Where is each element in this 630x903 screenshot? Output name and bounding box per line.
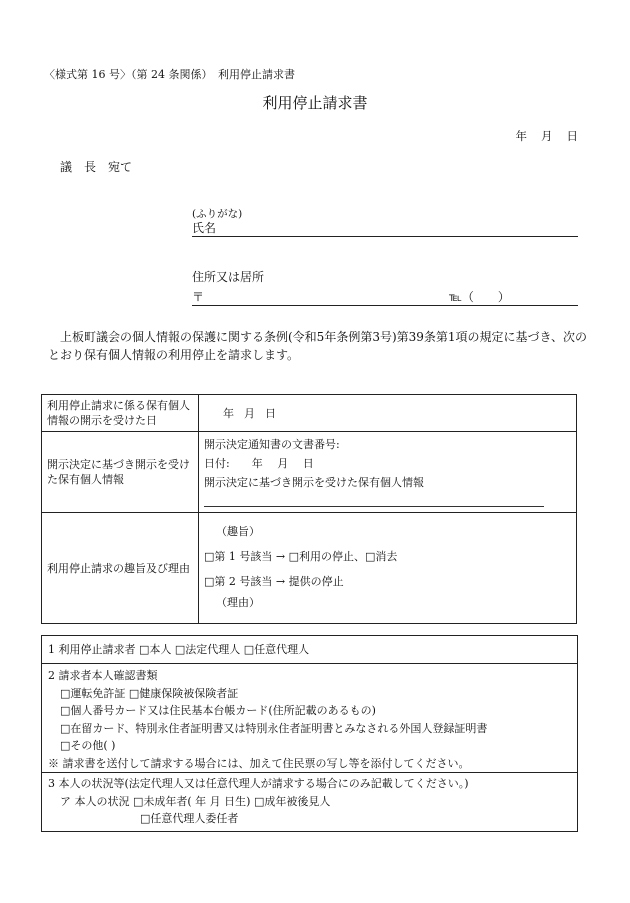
doc-number-line: 開示決定通知書の文書番号: — [204, 438, 340, 451]
purpose-reason-field[interactable] — [199, 513, 577, 624]
purpose-reason-label: 利用停止請求の趣旨及び理由 — [42, 513, 199, 624]
mail-note: ※ 請求書を送付して請求する場合には、加えて住民票の写し等を添付してください。 — [48, 756, 470, 770]
disclosure-year: 年 — [223, 406, 234, 420]
date-year: 年 — [515, 129, 527, 143]
requester-type-line[interactable]: 1 利用停止請求者 □本人 □法定代理人 □任意代理人 — [48, 643, 310, 656]
item1-checkbox-line[interactable]: □第 1 号該当 → □利用の停止、□消去 — [204, 549, 398, 563]
purpose-heading: （趣旨） — [216, 524, 260, 538]
id-doc-checkbox-line[interactable]: □個人番号カード又は住民基本台帳カード(住所記載のあるもの) — [60, 704, 376, 717]
table-row — [42, 432, 577, 513]
name-label: 氏名 — [192, 221, 217, 235]
principal-status-line[interactable]: ア 本人の状況 □未成年者( 年 月 日生) □成年被後見人 — [60, 794, 331, 808]
section-id-documents — [42, 667, 577, 773]
section-principal-status — [42, 775, 577, 828]
reason-heading: （理由） — [216, 595, 260, 609]
id-doc-checkbox-line[interactable]: □在留カード、特別永住者証明書又は特別永住者証明書とみなされる外国人登録証明書 — [60, 721, 488, 735]
disclosure-date-field[interactable] — [199, 395, 577, 432]
section-requester-type — [42, 636, 577, 664]
address-field[interactable] — [192, 291, 578, 306]
disclosed-info-label: 開示決定に基づき開示を受けた保有個人情報 — [42, 432, 199, 513]
table-row — [42, 395, 577, 432]
info-underline — [204, 500, 544, 507]
postal-mark: 〒 — [192, 290, 205, 304]
requester-details-box — [41, 635, 578, 832]
intro-paragraph: 上板町議会の個人情報の保護に関する条例(令和5年条例第3号)第39条第1項の規定に基づき、次のとおり保有個人情報の利用停止を請求します。 — [48, 330, 588, 362]
request-table — [41, 394, 577, 624]
tel-field[interactable]: ℡（ ） — [449, 290, 510, 304]
id-documents-title: 2 請求者本人確認書類 — [48, 669, 158, 682]
id-doc-checkbox-line[interactable]: □運転免許証 □健康保険被保険者証 — [60, 686, 239, 700]
disclosure-date-label: 利用停止請求に係る保有個人情報の開示を受けた日 — [42, 395, 199, 432]
furigana-label: (ふりがな) — [192, 208, 243, 220]
date-month: 月 — [541, 129, 553, 143]
page-title: 利用停止請求書 — [262, 94, 368, 112]
disclosure-day: 日 — [265, 406, 276, 420]
doc-date-line: 日付: 年 月 日 — [204, 457, 314, 470]
disclosed-info-line: 開示決定に基づき開示を受けた保有個人情報 — [204, 476, 424, 489]
item2-checkbox-line[interactable]: □第 2 号該当 → 提供の停止 — [204, 574, 344, 588]
table-row — [42, 513, 577, 624]
request-date — [502, 128, 579, 144]
proxy-delegator-checkbox[interactable]: □任意代理人委任者 — [140, 812, 239, 825]
disclosure-month: 月 — [244, 406, 255, 420]
name-field[interactable] — [192, 222, 578, 237]
addressee: 議 長 宛て — [60, 160, 133, 174]
form-identifier: 〈様式第 16 号〉（第 24 条関係） 利用停止請求書 — [44, 68, 295, 81]
date-day: 日 — [566, 129, 578, 143]
address-label: 住所又は居所 — [192, 270, 265, 284]
principal-status-title: 3 本人の状況等(法定代理人又は任意代理人が請求する場合にのみ記載してください。) — [48, 777, 469, 790]
id-doc-checkbox-line[interactable]: □その他( ) — [60, 739, 116, 752]
disclosed-info-field[interactable] — [199, 432, 577, 513]
